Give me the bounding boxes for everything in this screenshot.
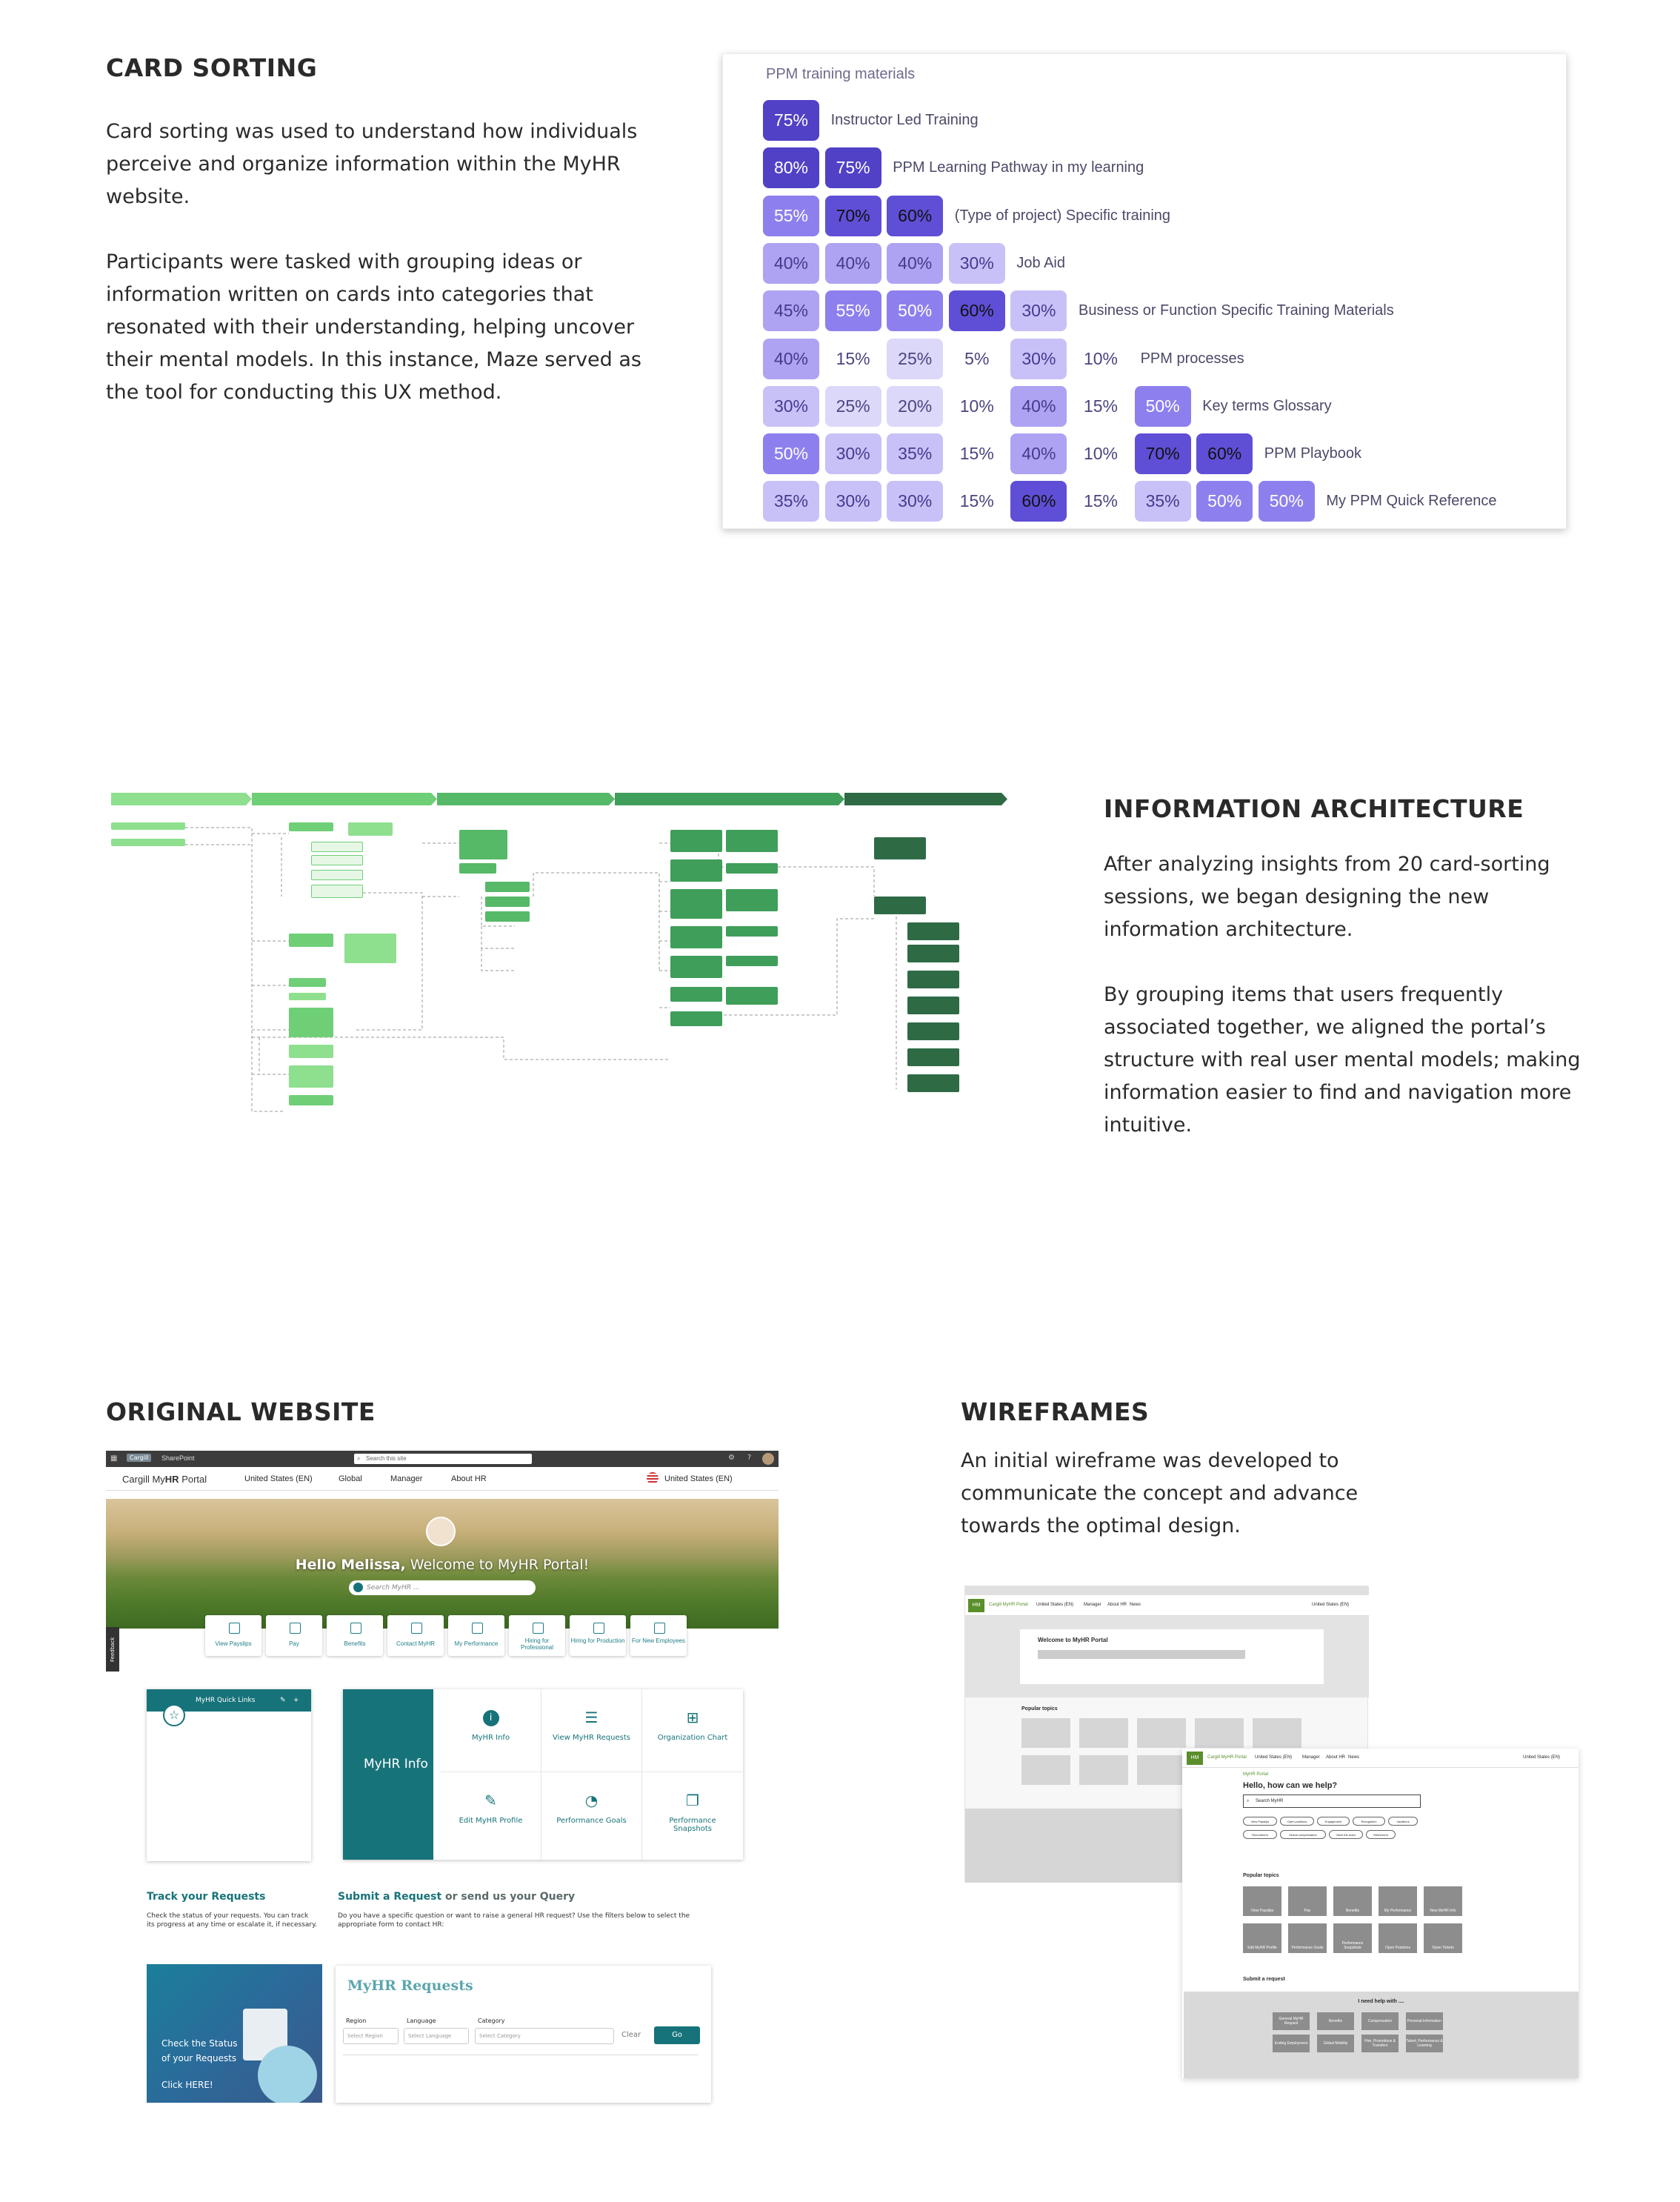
ia-node (726, 956, 778, 966)
ia-connectors (111, 793, 1007, 1126)
matrix-row-label: PPM Playbook (1264, 445, 1361, 462)
matrix-cell: 60% (1196, 433, 1253, 474)
ia-node (907, 971, 959, 988)
ia-node (348, 822, 393, 836)
tile-benefits[interactable]: Benefits (327, 1615, 383, 1656)
ia-node (344, 934, 396, 963)
card-sorting-title: CARD SORTING (106, 53, 318, 82)
wire2-tag[interactable]: Engagement (1317, 1817, 1350, 1826)
wire1-logo: HM (968, 1599, 984, 1612)
ia-node (485, 882, 530, 892)
matrix-cell: 50% (1259, 481, 1315, 522)
ia-node (726, 987, 778, 1005)
profile-photo (426, 1517, 456, 1546)
site-search-input[interactable] (354, 1454, 532, 1464)
ia-node (670, 987, 722, 1002)
settings-icon[interactable]: ⚙ (728, 1454, 735, 1462)
region-selector[interactable]: United States (EN) (664, 1474, 733, 1483)
matrix-cell: 75% (763, 100, 819, 141)
illustration-circle (258, 2046, 317, 2103)
submit-request-text: Do you have a specific question or want to raise a general HR request? Use the filters below to select the appropriate form to contact HR: (338, 1912, 690, 1929)
greeting-name: Hello Melissa, (295, 1557, 406, 1573)
matrix-row-label: (Type of project) Specific training (954, 207, 1171, 224)
wire1-browser-bar (965, 1586, 1369, 1595)
info-item-label: Edit MyHR Profile (459, 1817, 523, 1825)
quick-links-card (147, 1689, 311, 1861)
matrix-cell: 30% (1010, 339, 1067, 379)
snapshots-icon: ❐ (686, 1792, 699, 1809)
submit-request-title (338, 1891, 575, 1903)
wire1-topic[interactable] (1021, 1755, 1070, 1785)
greeting-rest: Welcome to MyHR Portal! (405, 1557, 590, 1573)
ia-node (874, 837, 926, 859)
info-item-edit-profile[interactable] (441, 1772, 541, 1860)
ia-level-header (252, 793, 437, 805)
ia-node (907, 997, 959, 1014)
matrix-cell: 15% (949, 433, 1005, 474)
wire2-search-placeholder: Search MyHR (1256, 1799, 1284, 1803)
wire2-topic-tile[interactable]: My Performance (1379, 1886, 1417, 1916)
ia-node (459, 863, 496, 874)
wire1-nav-3[interactable]: News (1130, 1603, 1141, 1607)
wire2-tag[interactable]: Recruitment (1243, 1830, 1277, 1839)
ia-level-header (615, 793, 844, 805)
ia-node (726, 830, 778, 852)
portal-logo[interactable] (122, 1474, 207, 1485)
matrix-cell: 30% (949, 243, 1005, 284)
wire2-tag[interactable]: Vacations (1388, 1817, 1418, 1826)
ia-node (289, 993, 326, 1000)
ia-node (485, 911, 530, 922)
myhr-requests-card (336, 1966, 711, 2103)
info-item-org-chart[interactable] (642, 1689, 743, 1772)
wire2-logo: HM (1187, 1752, 1203, 1765)
ia-node (111, 839, 185, 846)
matrix-cell: 30% (887, 481, 943, 522)
us-flag-icon (647, 1472, 659, 1484)
ia-node (289, 1065, 333, 1088)
matrix-cell: 50% (1135, 386, 1191, 427)
matrix-cell: 30% (825, 481, 881, 522)
original-website-screenshot (106, 1451, 779, 2103)
tile-hiring-production[interactable]: Hiring for Production (570, 1615, 626, 1656)
promo-line-1: Check the Status (161, 2038, 238, 2049)
star-icon: ☆ (163, 1704, 185, 1726)
org-chart-icon: ⊞ (686, 1709, 699, 1726)
search-icon: ⌕ (357, 1455, 361, 1462)
card-sorting-matrix (722, 53, 1567, 529)
ia-node (289, 1045, 333, 1058)
wire1-brand: Cargill MyHR Portal (989, 1603, 1028, 1607)
requests-title: MyHR Requests (347, 1978, 473, 1994)
submit-title-a: Submit a Request (338, 1891, 442, 1903)
wire2-help-area (1184, 1992, 1579, 2078)
wire1-banner (965, 1809, 1182, 1883)
sharepoint-top-bar (106, 1451, 779, 1467)
matrix-cell: 60% (887, 196, 943, 236)
hero-search-placeholder: Search MyHR ... (367, 1584, 420, 1591)
hero-search-input[interactable] (349, 1580, 536, 1595)
cargill-logo: Cargill (127, 1454, 151, 1462)
ia-node (485, 897, 530, 907)
card-sorting-paragraph-1: Card sorting was used to understand how individuals perceive and organize information within the MyHR website. (106, 120, 638, 208)
matrix-row-label: PPM Learning Pathway in my learning (893, 159, 1144, 176)
matrix-cell: 70% (825, 196, 881, 236)
wire2-help-button[interactable]: Hire, Promotions & Transfers (1361, 2035, 1399, 2052)
ia-node (670, 830, 722, 852)
track-requests-text: Check the status of your requests. You can track its progress at any time or escalate it, if necessary. (147, 1912, 318, 1929)
portal-logo-bold: HR (164, 1474, 179, 1485)
card-sorting-paragraph-2: Participants were tasked with grouping ideas or information written on cards into categories that resonated with their understanding, helping uncover their mental models. In this instance, Maze served as the tool for conducting this UX method. (106, 250, 642, 404)
ia-node (670, 956, 722, 978)
matrix-cell: 55% (763, 196, 819, 236)
wire2-topic-tile[interactable]: Open Positions (1379, 1923, 1417, 1953)
ia-node (670, 859, 722, 882)
matrix-cell: 40% (887, 243, 943, 284)
wire2-popular: Popular topics (1243, 1873, 1279, 1878)
wire2-brand: Cargill MyHR Portal (1207, 1755, 1247, 1760)
information-architecture-diagram (111, 793, 1007, 1126)
matrix-cell: 15% (949, 481, 1005, 522)
tile-view-payslips[interactable]: View Payslips (205, 1615, 261, 1656)
wire2-tag[interactable]: Open positions (1280, 1817, 1314, 1826)
matrix-cell: 10% (1073, 339, 1129, 379)
tile-my-performance[interactable]: My Performance (448, 1615, 504, 1656)
wire2-nav-3[interactable]: News (1348, 1755, 1360, 1760)
nav-item-global[interactable]: Global (339, 1474, 362, 1483)
site-search-placeholder: Search this site (366, 1455, 407, 1462)
matrix-cell: 30% (1010, 290, 1067, 331)
ia-text (1104, 848, 1585, 1142)
wire2-search[interactable] (1243, 1794, 1421, 1808)
wire2-topic-tile[interactable]: Benefits (1333, 1886, 1372, 1916)
wireframes-text (961, 1445, 1420, 1543)
matrix-cell: 10% (949, 386, 1005, 427)
ia-node (726, 926, 778, 937)
matrix-cell: 20% (887, 386, 943, 427)
wire2-tag[interactable]: Recognition (1353, 1817, 1385, 1826)
matrix-title: PPM training materials (766, 66, 916, 82)
ia-node (311, 870, 363, 880)
tile-contact-myhr[interactable]: Contact MyHR (387, 1615, 444, 1656)
ia-node (907, 945, 959, 962)
info-icon: i (483, 1710, 499, 1726)
nav-item-manager[interactable]: Manager (390, 1474, 423, 1483)
feedback-tab[interactable]: Feedback (106, 1627, 119, 1672)
info-item-myhr-info[interactable] (441, 1689, 541, 1772)
wire2-help-button[interactable]: General MyHR Request (1273, 2012, 1310, 2030)
ia-node (289, 822, 333, 831)
wire1-search[interactable] (1038, 1650, 1245, 1659)
ia-node (289, 1095, 333, 1105)
ia-node (111, 822, 185, 830)
ia-title: INFORMATION ARCHITECTURE (1104, 794, 1524, 823)
hero-search-icon (353, 1583, 363, 1592)
wire2-topic-tile[interactable]: View Payslips (1243, 1886, 1281, 1916)
ia-node (670, 926, 722, 948)
myhr-info-panel (343, 1689, 743, 1860)
matrix-cell: 30% (763, 386, 819, 427)
tile-pay[interactable]: Pay (266, 1615, 322, 1656)
wire2-kicker: MyHR Portal (1243, 1772, 1269, 1777)
wire2-search-icon: ⌕ (1247, 1799, 1250, 1803)
matrix-cell: 60% (949, 290, 1005, 331)
wireframe-2 (1182, 1749, 1579, 2078)
ia-node (311, 855, 363, 865)
wire2-need-help: I need help with .... (1358, 1999, 1404, 2004)
wire2-topic-tile[interactable]: Performance Snapshots (1333, 1923, 1372, 1953)
matrix-cell: 15% (1073, 481, 1129, 522)
ia-node (311, 842, 363, 852)
ia-node (907, 1048, 959, 1066)
wire2-nav-1[interactable]: Manager (1302, 1755, 1320, 1760)
matrix-cell: 10% (1073, 433, 1129, 474)
info-item-label: View MyHR Requests (553, 1734, 630, 1742)
info-item-label: Organization Chart (657, 1734, 728, 1742)
matrix-cell: 55% (825, 290, 881, 331)
matrix-cell: 40% (1010, 433, 1067, 474)
ia-node (459, 830, 507, 859)
wire1-nav (965, 1595, 1369, 1616)
wire1-topic[interactable] (1195, 1718, 1244, 1748)
wire1-topic[interactable] (1079, 1718, 1128, 1748)
wire2-topic-tile[interactable]: Pay (1288, 1886, 1327, 1916)
info-item-label: Performance Snapshots (669, 1817, 716, 1833)
wire1-welcome: Welcome to MyHR Portal (1038, 1637, 1108, 1643)
track-status-banner[interactable] (147, 1964, 322, 2103)
add-icon[interactable]: + (293, 1697, 299, 1704)
wire1-topic[interactable] (1079, 1755, 1128, 1785)
ia-node (907, 922, 959, 940)
wire2-headline: Hello, how can we help? (1243, 1781, 1338, 1790)
ia-node (726, 863, 778, 874)
matrix-cell: 15% (825, 339, 881, 379)
ia-paragraph-1: After analyzing insights from 20 card-sorting sessions, we began designing the new information architecture. (1104, 853, 1550, 941)
wire1-nav-2[interactable]: About HR (1107, 1603, 1127, 1607)
checklist-icon: ☰ (584, 1709, 599, 1726)
wire1-nav-0[interactable]: United States (EN) (1036, 1603, 1074, 1607)
wire2-tag[interactable]: Meet the team (1329, 1830, 1363, 1839)
ia-node (311, 885, 363, 898)
matrix-cell: 35% (763, 481, 819, 522)
ia-node (670, 889, 722, 919)
wire2-help-button[interactable]: Benefits (1317, 2012, 1354, 2030)
matrix-cell: 5% (949, 339, 1005, 379)
ia-node (289, 1008, 333, 1037)
matrix-cell: 25% (887, 339, 943, 379)
gauge-icon: ◔ (584, 1792, 599, 1809)
quick-links-title: MyHR Quick Links (196, 1697, 256, 1704)
wire1-region[interactable]: United States (EN) (1312, 1603, 1350, 1607)
filter-language-select[interactable]: Select Language (404, 2028, 469, 2044)
matrix-cell: 40% (763, 339, 819, 379)
wire2-topic-tile[interactable]: New MyHR Info (1424, 1886, 1462, 1916)
filter-region-select[interactable]: Select Region (343, 2028, 399, 2044)
wire2-tag[interactable]: Global compensation (1280, 1830, 1326, 1839)
filter-category-label: Category (478, 2018, 505, 2024)
wire1-topic[interactable] (1253, 1718, 1301, 1748)
ia-paragraph-2: By grouping items that users frequently associated together, we aligned the portal’s structure with real user mental models; making information easier to find and navigation more intuitive. (1104, 983, 1581, 1137)
filter-category-select[interactable]: Select Category (475, 2028, 614, 2044)
waffle-icon[interactable]: ▦ (110, 1454, 118, 1463)
ia-node (907, 1022, 959, 1040)
promo-cta[interactable]: Click HERE! (161, 2080, 213, 2090)
matrix-cell: 35% (887, 433, 943, 474)
portal-nav (106, 1467, 779, 1491)
portal-logo-suffix: Portal (179, 1474, 207, 1485)
wire2-region[interactable]: United States (EN) (1523, 1755, 1561, 1760)
tile-hiring-professional[interactable]: Hiring for Professional (509, 1615, 565, 1656)
wire2-tag[interactable]: View Payslips (1243, 1817, 1277, 1826)
matrix-row-label: PPM processes (1140, 350, 1244, 367)
matrix-row-label: Business or Function Specific Training Materials (1079, 302, 1394, 319)
wire2-help-button[interactable]: Compensation (1361, 2012, 1399, 2030)
nav-item-about-hr[interactable]: About HR (451, 1474, 487, 1483)
clear-button[interactable]: Clear (621, 2031, 641, 2039)
original-website-title: ORIGINAL WEBSITE (106, 1397, 376, 1426)
tile-new-employees[interactable]: For New Employees (630, 1615, 687, 1656)
wire2-topic-tile[interactable]: Performance Goals (1288, 1923, 1327, 1953)
wire2-nav (1182, 1749, 1579, 1768)
user-avatar[interactable] (762, 1453, 774, 1465)
matrix-cell: 60% (1010, 481, 1067, 522)
matrix-cell: 50% (763, 433, 819, 474)
matrix-cell: 50% (1196, 481, 1253, 522)
wire2-topic-tile[interactable]: Edit MyHR Profile (1243, 1923, 1281, 1953)
matrix-cell: 75% (825, 147, 881, 188)
wireframes-paragraph-1: An initial wireframe was developed to communicate the concept and advance towards the optimal design. (961, 1449, 1359, 1537)
wire1-popular: Popular topics (1021, 1706, 1058, 1712)
ia-node (874, 897, 926, 914)
filter-language-label: Language (407, 2018, 436, 2024)
wire2-help-button[interactable]: Talent, Performance & Learning (1406, 2035, 1443, 2052)
matrix-cell: 40% (825, 243, 881, 284)
hero-greeting (106, 1557, 779, 1573)
ia-node (289, 978, 326, 987)
nav-item-country[interactable]: United States (EN) (244, 1474, 313, 1483)
ia-node (670, 1011, 722, 1026)
track-requests-title: Track your Requests (147, 1891, 266, 1903)
wire1-nav-1[interactable]: Manager (1084, 1603, 1101, 1607)
wire2-help-button[interactable]: Personal Information (1406, 2012, 1443, 2030)
matrix-cell: 80% (763, 147, 819, 188)
portal-logo-prefix: Cargill My (122, 1474, 165, 1485)
help-icon[interactable]: ? (747, 1454, 752, 1462)
promo-line-2: of your Requests (161, 2053, 237, 2063)
info-item-label: Performance Goals (556, 1817, 627, 1825)
matrix-row-label: Job Aid (1016, 254, 1065, 271)
matrix-cell: 35% (1135, 481, 1191, 522)
ia-node (907, 1074, 959, 1092)
wire2-nav-2[interactable]: About HR (1326, 1755, 1346, 1760)
matrix-cell: 40% (763, 243, 819, 284)
wire2-submit: Submit a request (1243, 1977, 1285, 1982)
matrix-cell: 15% (1073, 386, 1129, 427)
myhr-info-side: MyHR Info (343, 1689, 433, 1860)
wire1-topic[interactable] (1137, 1755, 1186, 1785)
matrix-row-label: Key terms Glossary (1202, 397, 1332, 414)
info-item-label: MyHR Info (471, 1734, 510, 1742)
info-item-performance-goals[interactable] (541, 1772, 642, 1860)
wire1-topic[interactable] (1137, 1718, 1186, 1748)
ia-node (289, 934, 333, 947)
edit-profile-icon: ✎ (484, 1792, 497, 1809)
matrix-row-label: My PPM Quick Reference (1326, 493, 1497, 510)
matrix-cell: 50% (887, 290, 943, 331)
wireframes-title: WIREFRAMES (961, 1397, 1150, 1426)
info-item-performance-snapshots[interactable] (642, 1772, 743, 1860)
ia-level-header (437, 793, 615, 805)
wire1-hero-card (1020, 1629, 1324, 1684)
filter-region-label: Region (346, 2018, 367, 2024)
matrix-cell: 30% (825, 433, 881, 474)
matrix-cell: 70% (1135, 433, 1191, 474)
matrix-cell: 45% (763, 290, 819, 331)
ia-level-header (111, 793, 252, 805)
matrix-cell: 25% (825, 386, 881, 427)
matrix-row-label: Instructor Led Training (830, 112, 979, 128)
edit-icon[interactable]: ✎ (280, 1697, 286, 1704)
ia-level-header (844, 793, 1007, 805)
wire2-tag[interactable]: Retirement (1366, 1830, 1396, 1839)
submit-title-b: or send us your Query (441, 1891, 576, 1903)
go-button[interactable]: Go (654, 2026, 700, 2044)
wire2-topic-tile[interactable]: Open Tickets (1424, 1923, 1462, 1953)
card-sorting-text (106, 116, 647, 409)
sharepoint-label: SharePoint (161, 1454, 195, 1462)
wire2-help-button[interactable]: Global Mobility (1317, 2035, 1354, 2052)
wire2-help-button[interactable]: Ending Employment (1273, 2035, 1310, 2052)
ia-node (726, 889, 778, 911)
info-item-view-requests[interactable] (541, 1689, 642, 1772)
wire2-nav-0[interactable]: United States (EN) (1255, 1755, 1293, 1760)
wire1-topic[interactable] (1021, 1718, 1070, 1748)
matrix-cell: 40% (1010, 386, 1067, 427)
hero-banner (106, 1499, 779, 1629)
